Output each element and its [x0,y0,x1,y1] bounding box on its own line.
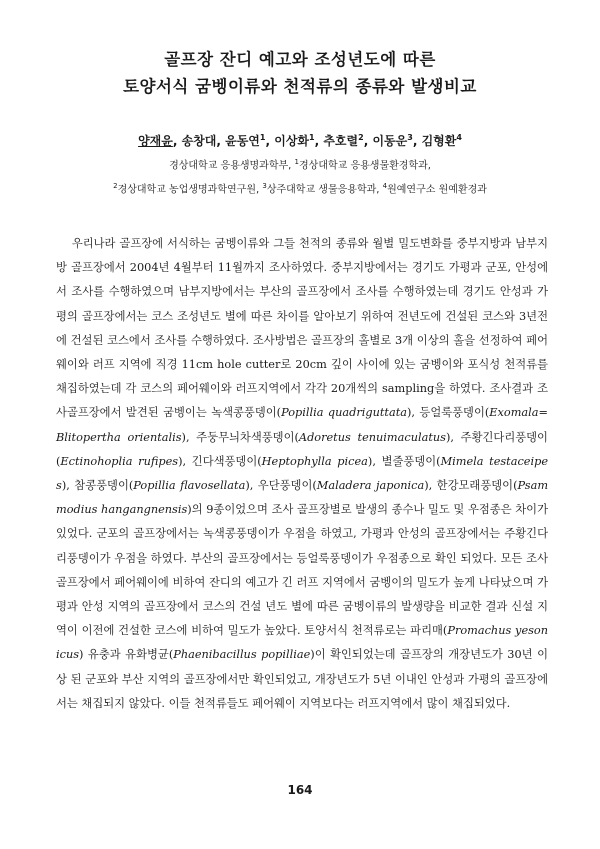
species-name: Mimela testaceipes [56,454,549,493]
species-name: Heptophylla picea [261,454,368,468]
species-name: Psammodius hangangnensis [56,479,549,517]
affiliation-text: 경상대학교 응용생명과학부, [169,160,292,172]
author-name: 송창대 [181,134,217,148]
author-affil-marker: 2 [358,133,364,142]
author-affil-marker: 3 [407,133,413,142]
abstract-text: 우리나라 골프장에 서식하는 굼벵이류와 그들 천적의 종류와 월별 밀도변화를 중부지방과 남부지방 골프장에서 2004년 4월부터 11월까지 조사하였다. 중부지방에서는 경기도 가평과 군포, 안성에서 조사를 수행하였으며 남부지방에서는 부산의 골프장에서 조사를 수행하였는데 경기도 안성과 가평의 골프장에서는 코스 조성년도 별에 따른 차이를 알아보기 위하여 전년도에 건설된 코스와 3년전에 건설된 코스에서 조사를 수행하였다. 조사방법은 골프장의 홀별로 3개 이상의 홀을 선정하여 페어웨이와 러프 지역에 직경 11cm hole cutter로 20cm 깊이 사이에 있는 굼벵이와 포식성 천적류를 채집하였는데 각 코스의 페어웨이와 러프지역에서 각각 20개씩의 sampling을 하였다. 조사결과 조사골프장에서 발견된 굼벵이는 녹색콩풍뎅이( [56,237,548,420]
affil-marker: 3 [262,182,267,191]
author-name: 이상화 [274,134,310,148]
species-name: Adoretus tenuimaculatus [298,430,446,444]
affil-marker: 4 [382,182,388,191]
author-name: 양재윤 [138,134,173,148]
affiliation-text: 경상대학교 농업생명과학연구원, [117,184,260,196]
abstract-text: ), 주황긴다리풍뎅이( [56,430,548,468]
title-line-2: 토양서식 굼벵이류와 천적류의 종류와 발생비교 [123,77,477,96]
author-list: 양재윤, 송창대, 윤동연$^1$, 이상화$^1$, 추호렬$^2$, 이동운$^3$, 김형환$^4$ [138,133,462,148]
species-name: Ectinohoplia rufipes [60,454,179,468]
abstract-text: ), 긴다색풍뎅이( [178,454,262,468]
species-name: Phaenibacillus popilliae [173,648,311,662]
species-name: Promachus yesonicus [56,624,549,662]
abstract-text: ) 유충과 유화병균( [79,648,174,662]
author-affil-marker: 4 [456,133,462,142]
title-line-1: 골프장 잔디 예고와 조성년도에 따른 [164,50,436,69]
author-name: 윤동연 [225,134,260,148]
abstract-text: ), 주둥무늬차색풍뎅이( [181,430,299,444]
abstract-paragraph [56,232,548,716]
abstract-text: ), 별줄풍뎅이( [367,454,441,468]
affil-marker: 1 [294,158,299,166]
affiliation-line-2 [40,176,560,200]
author-name: 추호렬 [323,134,359,148]
abstract-text: ), 우단풍뎅이( [245,479,317,493]
species-name: Popillia quadriguttata [281,406,407,420]
abstract-text: ), 한강모래풍뎅이( [424,479,518,493]
species-name: Maladera japonica [316,479,425,493]
affiliation-text: 경상대학교 응용생물환경학과, [299,160,431,172]
author-name: 이동운 [372,134,408,148]
paper-title [40,46,560,100]
author-affil-marker: 1 [309,133,315,142]
abstract-text: )의 9종이었으며 조사 골프장별로 발생의 종수나 밀도 및 우점종은 차이가 있었다. 군포의 골프장에서는 녹색콩풍뎅이가 우점을 하였고, 가평과 안성의 골프장에서는 주황긴다리풍뎅이가 우점을 하였다. 부산의 골프장에서는 등얼룩풍뎅이가 우점종으로 확인 되었다. 모든 조사골프장에서 페어웨이에 비하여 잔디의 예고가 긴 러프 지역에서 굼벵이의 밀도가 높게 나타났으며 가평과 안성 지역의 골프장에서 코스의 건설 년도 별에 따른 굼벵이류의 발생량을 비교한 결과 신설 지역이 이전에 건설한 코스에 비하여 밀도가 높았다. 토양서식 천적류로는 파리매( [56,503,548,638]
author-affil-marker: 1 [259,133,266,142]
species-name: Popillia flavosellata [133,479,246,493]
affil-marker: 2 [113,182,118,191]
page-number: 164 [287,783,313,797]
affiliation-text: 원예연구소 원예환경과 [387,184,487,196]
abstract-text: ), 등얼룩풍뎅이( [406,406,490,420]
abstract-text: )이 확인되었는데 골프장의 개장년도가 30년 이상 된 군포와 부산 지역의 골프장에서만 확인되었고, 개장년도가 5년 이내인 안성과 가평의 골프장에서는 채집되지 않았다. 이들 천적류들도 페어웨이 지역보다는 러프지역에서 많이 채집되었다. [56,648,549,710]
abstract-text: ), 참콩풍뎅이( [61,479,134,493]
author-name: 김형환 [421,134,457,148]
affiliation-text: 상주대학교 생물응용학과, [266,184,380,196]
affiliations [40,152,560,201]
affiliation-line-1 [40,152,560,176]
species-name: Exomala=Blitopertha orientalis [56,406,548,444]
